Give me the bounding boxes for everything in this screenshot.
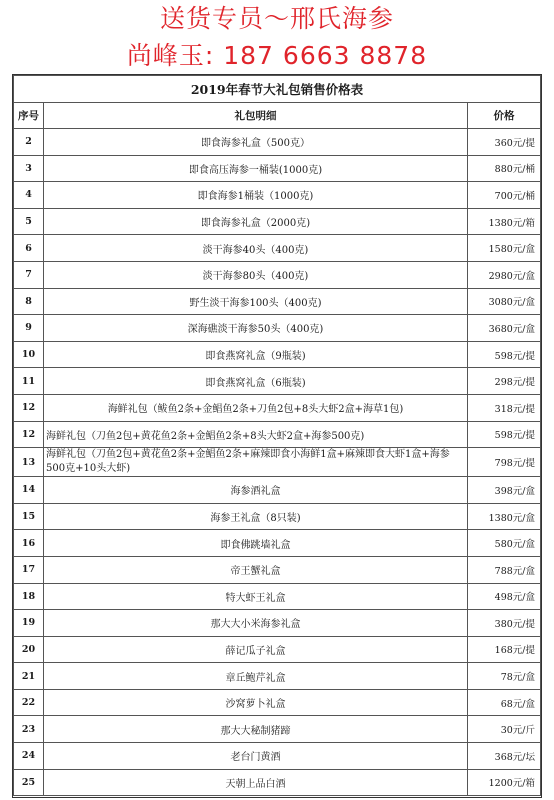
row-number: 21 [14, 663, 44, 690]
row-number: 11 [14, 368, 44, 395]
table-row [14, 394, 541, 421]
row-detail: 海鲜礼包（鲅鱼2条+金鲳鱼2条+刀鱼2包+8头大虾2盒+海草1包) [44, 394, 468, 421]
row-price: 598元/提 [467, 341, 540, 368]
row-detail: 天朝上品白酒 [44, 769, 468, 796]
row-number: 13 [14, 448, 44, 477]
row-number: 2 [14, 129, 44, 156]
row-detail: 即食海参礼盒（2000克) [44, 208, 468, 235]
row-detail: 野生淡干海参100头（400克) [44, 288, 468, 315]
row-price: 498元/盒 [467, 583, 540, 610]
row-detail: 即食海参礼盒（500克） [44, 129, 468, 156]
row-number: 25 [14, 769, 44, 796]
row-price: 168元/提 [467, 636, 540, 663]
row-detail: 即食佛跳墙礼盒 [44, 530, 468, 557]
row-price: 78元/盒 [467, 663, 540, 690]
table-row [14, 583, 541, 610]
row-detail: 海鲜礼包（刀鱼2包+黄花鱼2条+金鲳鱼2条+8头大虾2盒+海参500克) [44, 421, 468, 448]
table-row [14, 769, 541, 796]
table-row [14, 288, 541, 315]
row-price: 798元/提 [467, 448, 540, 477]
row-detail: 那大大小米海参礼盒 [44, 610, 468, 637]
header-seller-title: 送货专员～邢氏海参 [159, 4, 394, 33]
row-detail: 海鲜礼包（刀鱼2包+黄花鱼2条+金鲳鱼2条+麻辣即食小海鲜1盒+麻辣即食大虾1盒+海参500克+10头大虾) [44, 448, 468, 477]
row-detail: 帝王蟹礼盒 [44, 556, 468, 583]
row-number: 7 [14, 261, 44, 288]
row-detail: 沙窝萝卜礼盒 [44, 689, 468, 716]
row-detail: 淡干海参40头（400克) [44, 235, 468, 262]
row-number: 16 [14, 530, 44, 557]
row-price: 368元/坛 [467, 743, 540, 770]
row-price: 318元/提 [467, 394, 540, 421]
row-price: 598元/提 [467, 421, 540, 448]
row-price: 1380元/盒 [467, 503, 540, 530]
row-price: 3680元/盒 [467, 315, 540, 342]
table-row [14, 155, 541, 182]
table-row [14, 129, 541, 156]
row-number: 24 [14, 743, 44, 770]
table-row [14, 556, 541, 583]
table-row [14, 368, 541, 395]
header-contact-phone: 尚峰玉: 187 6663 8878 [126, 41, 428, 70]
row-number: 3 [14, 155, 44, 182]
row-detail: 深海礁淡干海参50头（400克) [44, 315, 468, 342]
row-price: 298元/提 [467, 368, 540, 395]
table-header-row [14, 103, 541, 129]
table-row [14, 477, 541, 504]
row-number: 14 [14, 477, 44, 504]
table-row [14, 610, 541, 637]
row-detail: 老台门黄酒 [44, 743, 468, 770]
row-price: 788元/盒 [467, 556, 540, 583]
column-header-price: 价格 [467, 103, 540, 129]
table-row [14, 235, 541, 262]
row-price: 1200元/箱 [467, 769, 540, 796]
table-title-row [14, 76, 541, 103]
row-detail: 即食燕窝礼盒（6瓶装) [44, 368, 468, 395]
row-number: 12 [14, 394, 44, 421]
row-number: 9 [14, 315, 44, 342]
table-row [14, 341, 541, 368]
row-number: 23 [14, 716, 44, 743]
table-title: 2019年春节大礼包销售价格表 [14, 76, 541, 103]
row-number: 8 [14, 288, 44, 315]
table-row [14, 261, 541, 288]
row-detail: 即食燕窝礼盒（9瓶装) [44, 341, 468, 368]
row-detail: 海参王礼盒（8只装) [44, 503, 468, 530]
row-price: 1380元/箱 [467, 208, 540, 235]
row-number: 12 [14, 421, 44, 448]
row-price: 3080元/盒 [467, 288, 540, 315]
table-row [14, 689, 541, 716]
row-number: 15 [14, 503, 44, 530]
row-number: 20 [14, 636, 44, 663]
price-table [13, 75, 541, 796]
column-header-detail: 礼包明细 [44, 103, 468, 129]
column-header-no: 序号 [14, 103, 44, 129]
row-number: 6 [14, 235, 44, 262]
row-price: 700元/桶 [467, 182, 540, 209]
row-detail: 即食高压海参一桶装(1000克) [44, 155, 468, 182]
row-number: 5 [14, 208, 44, 235]
row-number: 19 [14, 610, 44, 637]
row-price: 2980元/盒 [467, 261, 540, 288]
row-price: 880元/桶 [467, 155, 540, 182]
row-number: 10 [14, 341, 44, 368]
row-price: 68元/盒 [467, 689, 540, 716]
table-row [14, 636, 541, 663]
row-number: 4 [14, 182, 44, 209]
row-price: 398元/盒 [467, 477, 540, 504]
table-row [14, 663, 541, 690]
row-price: 580元/盒 [467, 530, 540, 557]
row-detail: 那大大秘制猪蹄 [44, 716, 468, 743]
row-detail: 章丘鲍芹礼盒 [44, 663, 468, 690]
row-price: 360元/提 [467, 129, 540, 156]
row-price: 380元/提 [467, 610, 540, 637]
row-detail: 即食海参1桶装（1000克) [44, 182, 468, 209]
price-sheet [12, 74, 542, 798]
table-row [14, 182, 541, 209]
table-row [14, 743, 541, 770]
row-number: 18 [14, 583, 44, 610]
row-detail: 特大虾王礼盒 [44, 583, 468, 610]
table-row [14, 208, 541, 235]
row-price: 30元/斤 [467, 716, 540, 743]
table-row [14, 315, 541, 342]
table-row [14, 503, 541, 530]
row-detail: 淡干海参80头（400克) [44, 261, 468, 288]
table-row [14, 716, 541, 743]
row-detail: 薛记瓜子礼盒 [44, 636, 468, 663]
row-price: 1580元/盒 [467, 235, 540, 262]
table-row [14, 421, 541, 448]
table-row [14, 530, 541, 557]
row-number: 17 [14, 556, 44, 583]
table-row [14, 448, 541, 477]
row-detail: 海参酒礼盒 [44, 477, 468, 504]
row-number: 22 [14, 689, 44, 716]
contact-header [0, 0, 554, 74]
